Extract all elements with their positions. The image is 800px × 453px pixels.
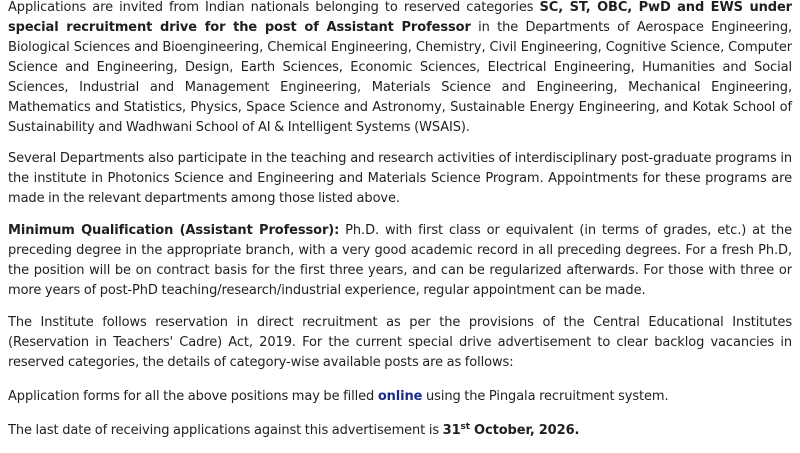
intro-paragraph [8,0,792,138]
departments-list: in the Departments of Aerospace Engineering, Biological Sciences and Bioengineering, Chemical Engineering, Chemistry, Civil Engineering, Cognitive Science, Computer Science and Engineering, Design, Earth Sciences, Economic Sciences, Electrical Engineering, Humanities and Social Sciences, Industrial and Management Engineering, Materials Science and Engineering, Mechanical Engineering, Mathematics and Statistics, Physics, Space Science and Astronomy, Sustainable Energy Engineering, and Kotak School of Sustainability and Wadhwani School of AI & Intelligent Systems (WSAIS). [8,20,793,135]
reservation-text: The Institute follows reservation in direct recruitment as per the provisions of the Central Educational Institutes (Reservation in Teachers' Cadre) Act, 2019. For the current special drive advertisement to clear backlog vacancies in reserved categories, the details of category-wise available posts are as follows: [8,315,792,370]
application-paragraph [8,387,792,407]
reserved-categories-emphasis: SC, ST, OBC, PwD and EWS under special recruitment drive for the post of Assistant Professor [8,0,792,35]
deadline-date [443,423,580,438]
online-link[interactable]: online [377,389,423,404]
qualification-paragraph [8,221,792,301]
interdisciplinary-paragraph [8,149,792,209]
qualification-label: Minimum Qualification (Assistant Professor): [8,223,340,238]
deadline-month-year: October, 2026. [470,423,580,438]
deadline-day-suffix: st [460,422,471,432]
intro-text: Applications are invited from Indian nationals belonging to reserved categories [8,0,540,15]
reservation-paragraph [8,313,792,373]
deadline-text: The last date of receiving applications against this advertisement is [8,423,443,438]
deadline-day: 31 [442,423,461,438]
application-text-after: using the Pingala recruitment system. [422,389,669,404]
qualification-text: Ph.D. with first class or equivalent (in terms of grades, etc.) at the preceding degree in the appropriate branch, with a very good academic record in all preceding degrees. For a fresh Ph.D, the position will be on contract basis for the first three years, and can be regularized afterwards. For those with three or more years of post-PhD teaching/research/industrial experience, regular appointment can be made. [8,223,792,298]
application-text-before: Application forms for all the above positions may be filled [8,389,378,404]
interdisciplinary-text: Several Departments also participate in the teaching and research activities of interdisciplinary post-graduate programs in the institute in Photonics Science and Engineering and Materials Science Program. Appointments for these programs are made in the relevant departments among those listed above. [8,151,792,206]
deadline-paragraph [8,421,792,441]
